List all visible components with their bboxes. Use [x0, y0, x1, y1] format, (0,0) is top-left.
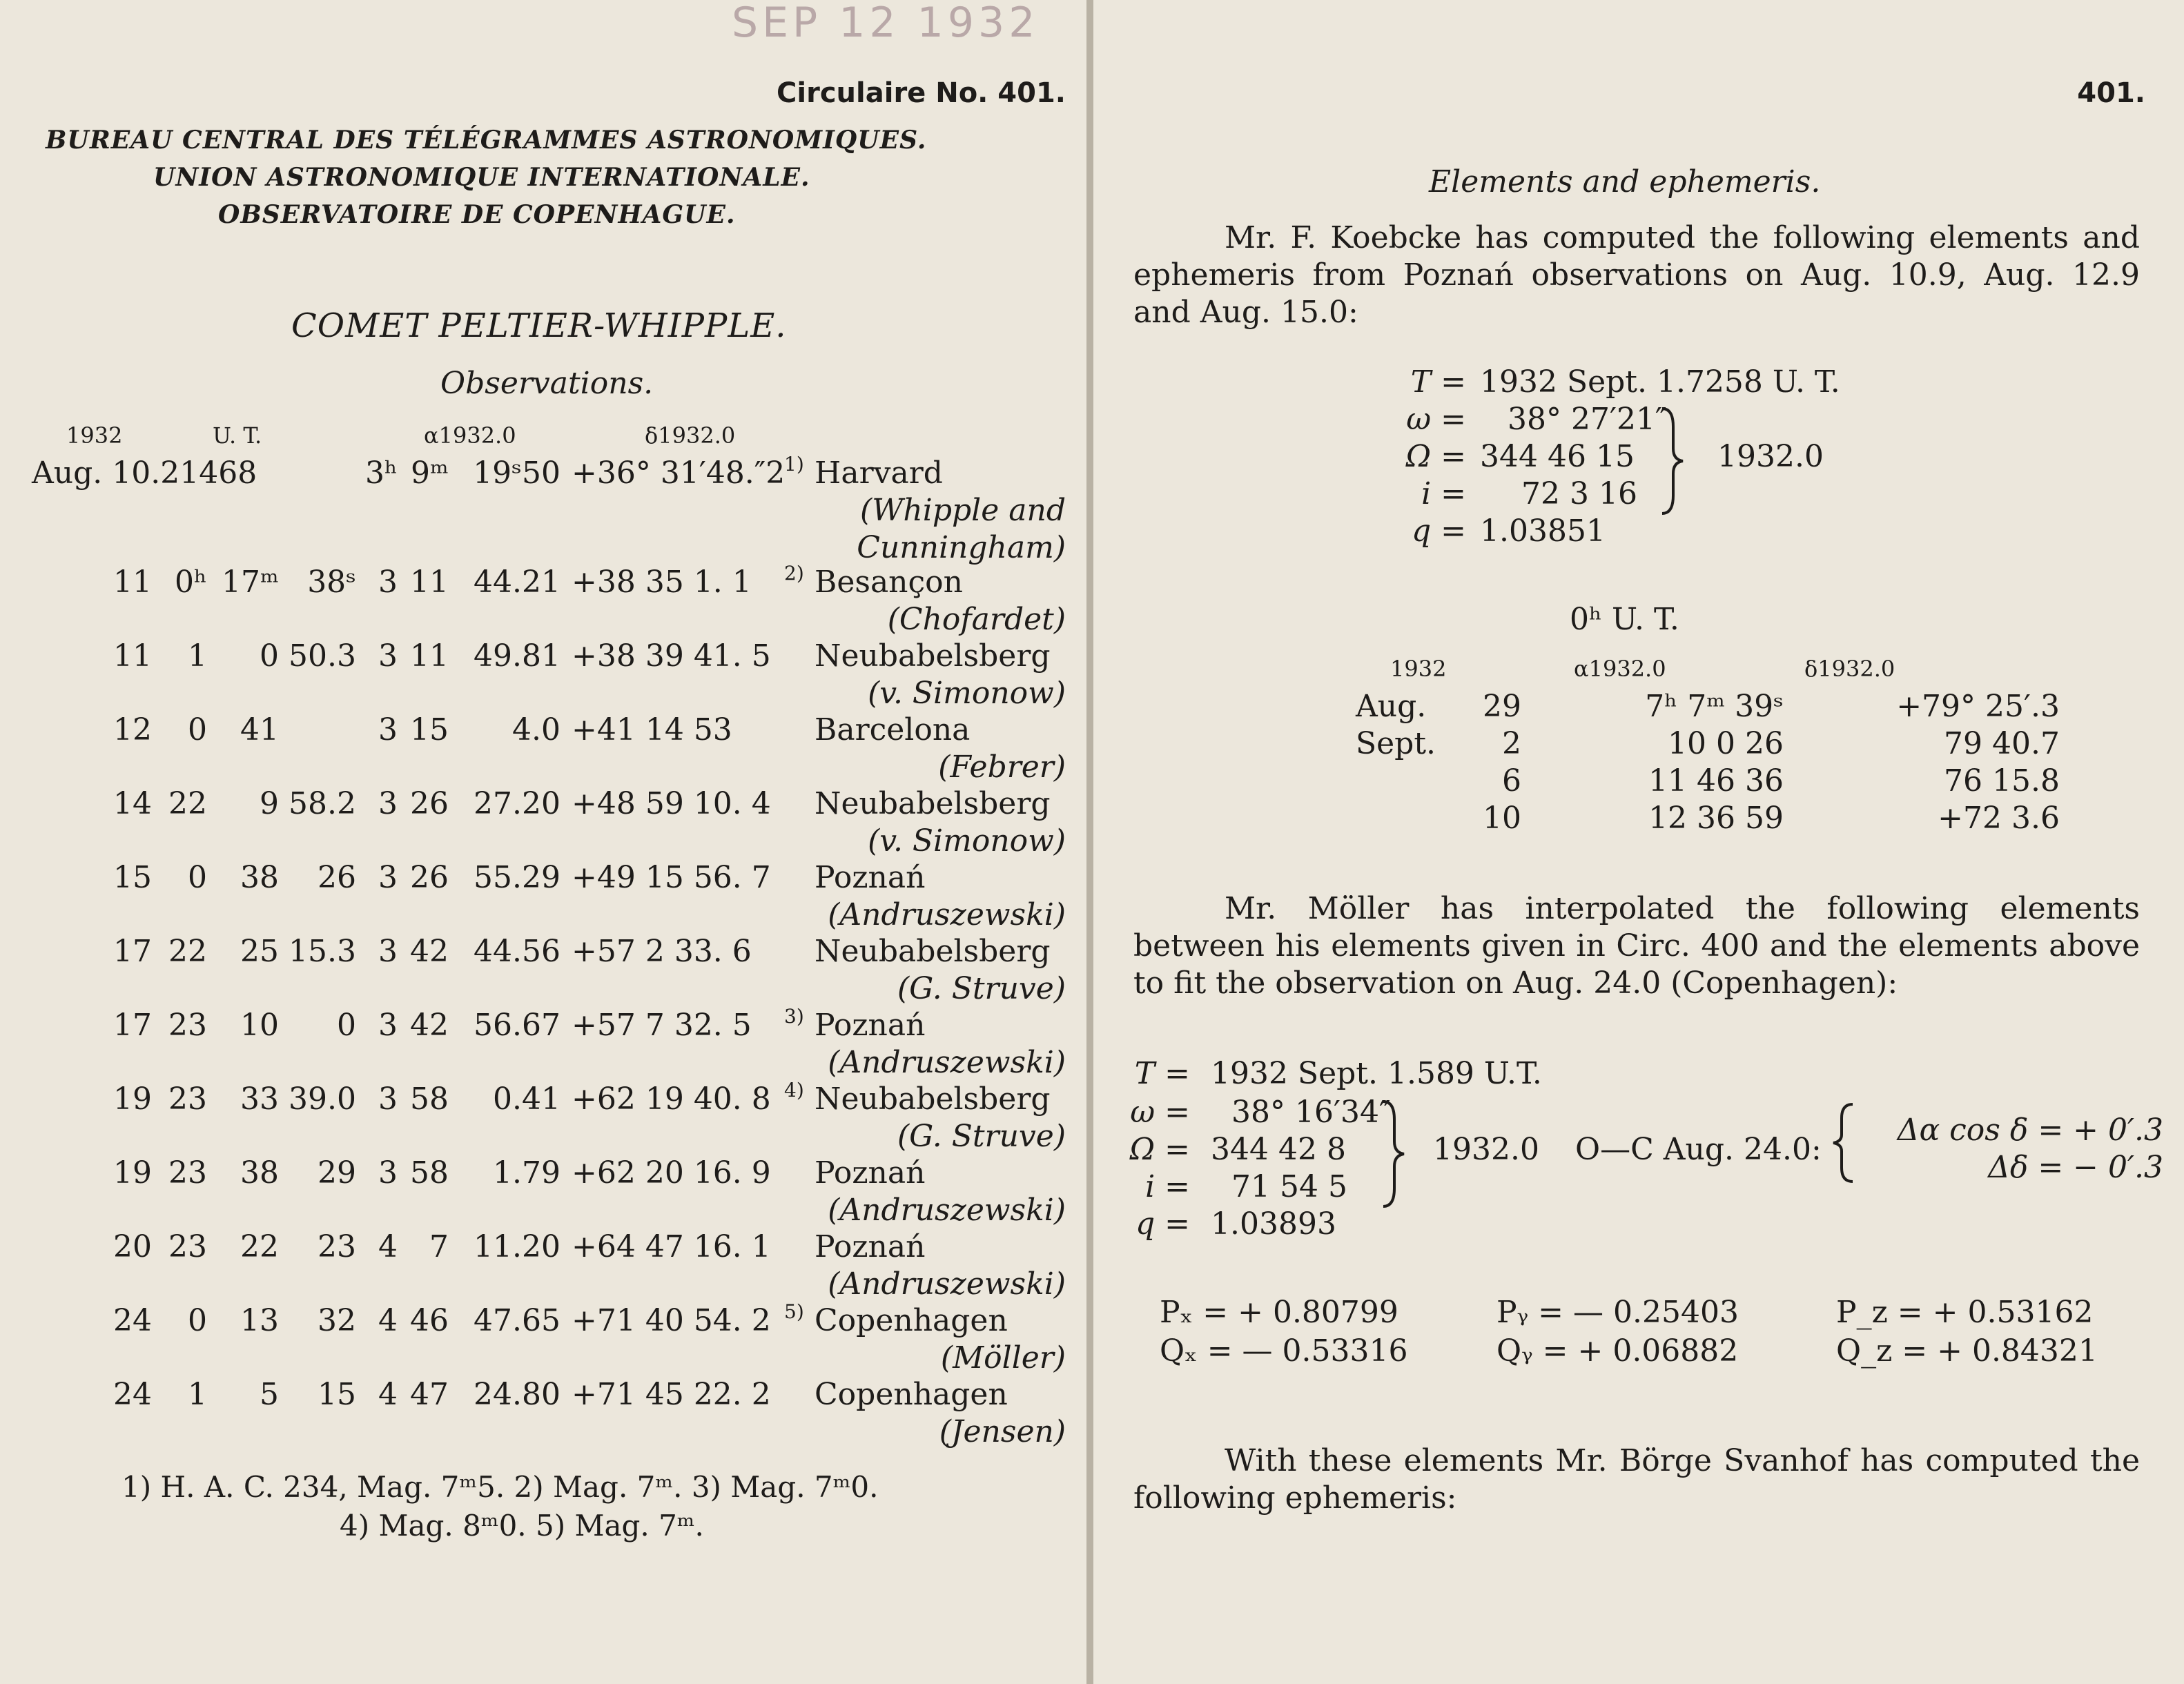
el2-q-value: 1.03893 [1211, 1206, 1336, 1242]
obs-t2: 25 [240, 934, 279, 969]
obs-date: 19 [113, 1155, 152, 1191]
obs-date: 15 [113, 860, 152, 895]
obs-place: Neubabelsberg [815, 934, 1051, 969]
bureau-line-1: BUREAU CENTRAL DES TÉLÉGRAMMES ASTRONOMIQUES. [46, 126, 927, 155]
obs-date: 19 [113, 1081, 152, 1117]
obs-date: 11 [113, 638, 152, 674]
el1-T-label: T = [1410, 364, 1466, 400]
obs-date: Aug. 10.21468 [32, 456, 257, 491]
obs-dec: +36° 31′48.″2 [572, 456, 786, 491]
eph-d: 2 [1502, 726, 1521, 761]
vector-pz: P_z = + 0.53162 [1836, 1295, 2094, 1330]
obs-observer: (v. Simonow) [868, 823, 1066, 859]
obs-note: 1) [784, 453, 804, 476]
el1-omega-label: ω = [1406, 402, 1466, 437]
obs-ra1: 3 [378, 1155, 398, 1191]
obs-observer-2: Cunningham) [857, 530, 1066, 565]
obs-t2: 33 [240, 1081, 279, 1117]
el2-q-label: q = [1135, 1206, 1190, 1242]
el2-T-label: T = [1134, 1056, 1190, 1091]
right-page [1093, 0, 2184, 1684]
obs-dec: +38 35 1. 1 [572, 565, 752, 600]
eph-m: Aug. [1356, 689, 1427, 724]
obs-ra3: 56.67 [474, 1008, 560, 1043]
obs-t1: 23 [168, 1008, 207, 1043]
obs-t3: 58.2 [289, 786, 356, 821]
obs-t1: 1 [188, 1377, 207, 1412]
page-number: 401. [2077, 77, 2145, 109]
obs-date: 17 [113, 934, 152, 969]
obs-dec: +57 2 33. 6 [572, 934, 752, 969]
obs-ra1: 4 [378, 1303, 398, 1338]
svanhof-paragraph: With these elements Mr. Börge Svanhof has computed the following ephemeris: [1133, 1443, 2140, 1516]
obs-place: Copenhagen [815, 1377, 1008, 1412]
oc-dec: Δδ = − 0′.3 [1988, 1150, 2163, 1185]
obs-place: Copenhagen [815, 1303, 1008, 1338]
obs-dec: +71 45 22. 2 [572, 1377, 771, 1412]
obs-t3: 23 [318, 1229, 356, 1264]
obs-ra3: 27.20 [474, 786, 560, 821]
obs-dec: +41 14 53 [572, 712, 732, 747]
koebcke-paragraph: Mr. F. Koebcke has computed the following elements and ephemeris from Poznań observations on Aug. 10.9, Aug. 12.9 and Aug. 15.0: [1133, 220, 2140, 330]
obs-ra3: 47.65 [474, 1303, 560, 1338]
obs-t1: 0 [188, 712, 207, 747]
obs-dec: +49 15 56. 7 [572, 860, 771, 895]
obs-observer: (G. Struve) [897, 971, 1066, 1006]
obs-t2: 10 [240, 1008, 279, 1043]
obs-note: 4) [784, 1079, 804, 1102]
date-stamp: SEP 12 1932 [732, 0, 1040, 47]
obs-place: Besançon [815, 565, 963, 600]
el2-incl-label: i = [1145, 1169, 1190, 1204]
eph1-header-ra: α1932.0 [1574, 656, 1666, 682]
obs-ra2: 9ᵐ [411, 456, 449, 491]
el2-node-label: Ω = [1129, 1132, 1190, 1167]
obs-t3: 15.3 [289, 934, 356, 969]
obs-ra1: 4 [378, 1229, 398, 1264]
obs-ra1: 3 [378, 860, 398, 895]
el1-node-label: Ω = [1405, 439, 1466, 474]
obs-t1: 23 [168, 1081, 207, 1117]
obs-note: 5) [784, 1300, 804, 1323]
el2-T-value: 1932 Sept. 1.589 U.T. [1211, 1056, 1542, 1091]
obs-note: 2) [784, 562, 804, 585]
obs-t2: 0 [260, 638, 279, 674]
obs-ra3: 49.81 [474, 638, 560, 674]
vector-qy: Qᵧ = + 0.06882 [1496, 1333, 1739, 1369]
obs-t1: 23 [168, 1229, 207, 1264]
el1-q-value: 1.03851 [1480, 513, 1606, 549]
el1-omega-value: 38° 27′21″ [1508, 402, 1667, 437]
obs-t2: 38 [240, 1155, 279, 1191]
obs-observer: (Andruszewski) [828, 1045, 1066, 1080]
el1-T-value: 1932 Sept. 1.7258 U. T. [1480, 364, 1840, 400]
obs-date: 24 [113, 1377, 152, 1412]
obs-observer: (Whipple and [860, 493, 1066, 528]
obs-ra1: 3 [378, 565, 398, 600]
vector-px: Pₓ = + 0.80799 [1160, 1295, 1398, 1330]
oc-brace [1829, 1102, 1857, 1184]
obs-date: 12 [113, 712, 152, 747]
obs-t2: 17ᵐ [222, 565, 279, 600]
el1-brace [1659, 406, 1687, 516]
eph-m: Sept. [1356, 726, 1436, 761]
obs-place: Barcelona [815, 712, 971, 747]
obs-place: Poznań [815, 1229, 926, 1264]
obs-observer: (Möller) [940, 1340, 1066, 1375]
obs-ra3: 24.80 [474, 1377, 560, 1412]
col-header-ut: U. T. [213, 422, 262, 449]
eph-d: 6 [1502, 763, 1521, 799]
col-header-ra: α1932.0 [424, 422, 516, 449]
obs-t2: 22 [240, 1229, 279, 1264]
obs-ra3: 55.29 [474, 860, 560, 895]
el1-node-value: 344 46 15 [1480, 439, 1635, 474]
obs-ra1: 3 [378, 934, 398, 969]
comet-title: COMET PELTIER-WHIPPLE. [291, 306, 787, 345]
obs-place: Poznań [815, 1155, 926, 1191]
obs-t3: 15 [318, 1377, 356, 1412]
eph1-title: 0ʰ U. T. [1570, 602, 1679, 637]
obs-place: Harvard [815, 456, 943, 491]
el2-omega-value: 38° 16′34″ [1231, 1095, 1391, 1130]
el1-incl-label: i = [1421, 476, 1466, 511]
obs-place: Neubabelsberg [815, 638, 1051, 674]
eph-d: 10 [1483, 801, 1521, 836]
eph1-header-year: 1932 [1390, 656, 1447, 682]
el2-node-value: 344 42 8 [1211, 1132, 1346, 1167]
obs-t1: 0ʰ [174, 565, 207, 600]
obs-place: Poznań [815, 1008, 926, 1043]
obs-observer: (Chofardet) [887, 602, 1066, 637]
obs-t2: 38 [240, 860, 279, 895]
obs-place: Neubabelsberg [815, 1081, 1051, 1117]
obs-observer: (Jensen) [939, 1414, 1066, 1449]
obs-dec: +71 40 54. 2 [572, 1303, 771, 1338]
eph-ra: 10 0 26 [1668, 726, 1784, 761]
obs-dec: +38 39 41. 5 [572, 638, 771, 674]
left-page [0, 0, 1086, 1684]
vector-qx: Qₓ = — 0.53316 [1160, 1333, 1408, 1369]
obs-date: 14 [113, 786, 152, 821]
eph-ra: 12 36 59 [1648, 801, 1784, 836]
obs-ra3: 19ˢ50 [473, 456, 560, 491]
vector-py: Pᵧ = — 0.25403 [1496, 1295, 1739, 1330]
obs-observer: (G. Struve) [897, 1119, 1066, 1154]
obs-observer: (Andruszewski) [828, 1193, 1066, 1228]
obs-dec: +57 7 32. 5 [572, 1008, 752, 1043]
obs-t2: 5 [260, 1377, 279, 1412]
obs-ra2: 11 [410, 565, 449, 600]
eph-ra: 11 46 36 [1648, 763, 1784, 799]
obs-t3: 29 [318, 1155, 356, 1191]
obs-ra3: 44.56 [474, 934, 560, 969]
obs-t1: 0 [188, 860, 207, 895]
obs-t1: 23 [168, 1155, 207, 1191]
obs-dec: +48 59 10. 4 [572, 786, 771, 821]
obs-ra2: 26 [410, 860, 449, 895]
obs-t1: 22 [168, 786, 207, 821]
obs-ra2: 58 [410, 1081, 449, 1117]
el2-incl-value: 71 54 5 [1231, 1169, 1347, 1204]
circular-number: Circulaire No. 401. [777, 77, 1066, 109]
eph1-header-dec: δ1932.0 [1804, 656, 1895, 682]
obs-ra3: 44.21 [474, 565, 560, 600]
eph-dec: 79 40.7 [1944, 726, 2060, 761]
eph-dec: +79° 25′.3 [1896, 689, 2060, 724]
el2-brace [1381, 1099, 1408, 1209]
obs-observer: (Febrer) [938, 750, 1066, 785]
vector-qz: Q_z = + 0.84321 [1836, 1333, 2098, 1369]
obs-note: 3) [784, 1005, 804, 1028]
col-header-year: 1932 [66, 422, 123, 449]
section-title: Elements and ephemeris. [1429, 164, 1821, 199]
obs-observer: (v. Simonow) [868, 676, 1066, 711]
el1-epoch: 1932.0 [1717, 439, 1824, 474]
obs-ra1: 4 [378, 1377, 398, 1412]
eph-d: 29 [1483, 689, 1521, 724]
obs-date: 17 [113, 1008, 152, 1043]
obs-ra2: 26 [410, 786, 449, 821]
el2-epoch: 1932.0 [1433, 1132, 1539, 1167]
obs-ra3: 11.20 [474, 1229, 560, 1264]
obs-ra2: 47 [410, 1377, 449, 1412]
obs-date: 11 [113, 565, 152, 600]
obs-observer: (Andruszewski) [828, 897, 1066, 932]
bureau-line-3: OBSERVATOIRE DE COPENHAGUE. [218, 200, 736, 229]
el1-q-label: q = [1411, 513, 1466, 549]
obs-ra2: 7 [429, 1229, 449, 1264]
obs-t1: 22 [168, 934, 207, 969]
obs-ra2: 42 [410, 934, 449, 969]
obs-t3: 26 [318, 860, 356, 895]
obs-date: 20 [113, 1229, 152, 1264]
obs-dec: +62 19 40. 8 [572, 1081, 771, 1117]
obs-ra2: 15 [410, 712, 449, 747]
eph-ra: 7ʰ 7ᵐ 39ˢ [1645, 689, 1784, 724]
obs-place: Poznań [815, 860, 926, 895]
obs-observer: (Andruszewski) [828, 1266, 1066, 1302]
obs-ra2: 42 [410, 1008, 449, 1043]
obs-ra1: 3 [378, 712, 398, 747]
moller-paragraph: Mr. Möller has interpolated the following elements between his elements given in Circ. 400 and the elements above to fit the observation on Aug. 24.0 (Copenhagen): [1133, 891, 2140, 1001]
el2-omega-label: ω = [1130, 1095, 1190, 1130]
obs-t2: 41 [240, 712, 279, 747]
obs-t2: 13 [240, 1303, 279, 1338]
oc-label: O—C Aug. 24.0: [1575, 1132, 1822, 1167]
obs-place: Neubabelsberg [815, 786, 1051, 821]
obs-dec: +62 20 16. 9 [572, 1155, 771, 1191]
obs-ra2: 58 [410, 1155, 449, 1191]
obs-dec: +64 47 16. 1 [572, 1229, 771, 1264]
bureau-line-2: UNION ASTRONOMIQUE INTERNATIONALE. [153, 163, 810, 192]
obs-t3: 38ˢ [307, 565, 356, 600]
obs-ra1: 3 [378, 1008, 398, 1043]
obs-ra3: 0.41 [493, 1081, 560, 1117]
obs-t3: 0 [337, 1008, 356, 1043]
el1-incl-value: 72 3 16 [1521, 476, 1637, 511]
eph-dec: 76 15.8 [1944, 763, 2060, 799]
obs-t3: 39.0 [289, 1081, 356, 1117]
obs-t3: 50.3 [289, 638, 356, 674]
obs-t1: 0 [188, 1303, 207, 1338]
obs-ra2: 11 [410, 638, 449, 674]
col-header-dec: δ1932.0 [645, 422, 736, 449]
obs-ra1: 3ʰ [364, 456, 398, 491]
obs-t3: 32 [318, 1303, 356, 1338]
obs-t1: 1 [188, 638, 207, 674]
observations-title: Observations. [440, 366, 654, 401]
obs-ra3: 1.79 [493, 1155, 560, 1191]
oc-ra: Δα cos δ = + 0′.3 [1897, 1113, 2163, 1148]
eph-dec: +72 3.6 [1938, 801, 2060, 836]
obs-date: 24 [113, 1303, 152, 1338]
obs-t2: 9 [260, 786, 279, 821]
page-fold [1086, 0, 1093, 1684]
obs-ra2: 46 [410, 1303, 449, 1338]
obs-ra3: 4.0 [512, 712, 560, 747]
obs-ra1: 3 [378, 786, 398, 821]
obs-ra1: 3 [378, 1081, 398, 1117]
footnote-line-1: 1) H. A. C. 234, Mag. 7ᵐ5. 2) Mag. 7ᵐ. 3) Mag. 7ᵐ0. [121, 1470, 879, 1504]
footnote-line-2: 4) Mag. 8ᵐ0. 5) Mag. 7ᵐ. [340, 1509, 704, 1543]
obs-ra1: 3 [378, 638, 398, 674]
